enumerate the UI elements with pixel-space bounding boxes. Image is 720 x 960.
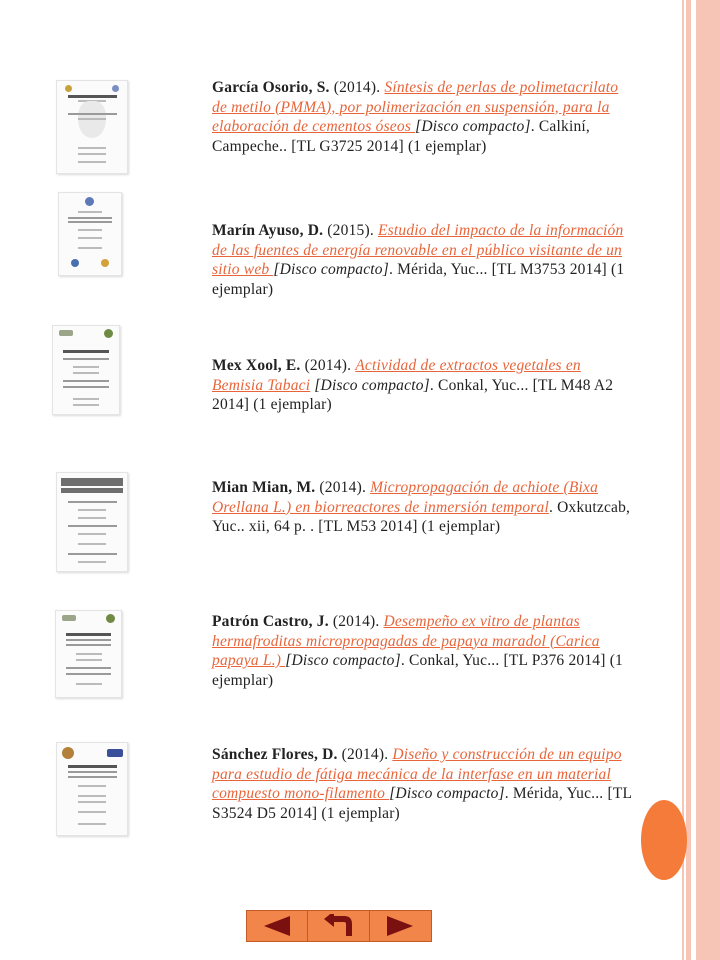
slide-navigation xyxy=(246,910,432,942)
citation-year: (2014). xyxy=(315,479,371,496)
citation-year: (2014). xyxy=(329,79,385,96)
citation-medium: [Disco compacto] xyxy=(285,652,401,669)
citation-details: . Oxkutzcab, Yuc.. xii, 64 p. . [TL M53 2014] (1 ejemplar) xyxy=(212,498,631,535)
triangle-right-icon xyxy=(383,914,417,938)
citation-details: . Calkiní, Campeche.. [TL G3725 2014] (1 ejemplar) xyxy=(212,118,590,155)
decorative-orb xyxy=(641,800,687,880)
citation-details: . Mérida, Yuc... [TL M3753 2014] (1 ejemplar) xyxy=(212,261,625,298)
citation-details: . Mérida, Yuc... [TL S3524 D5 2014] (1 ejemplar) xyxy=(212,785,632,822)
thesis-cover-thumbnail[interactable] xyxy=(58,192,122,276)
citation-text xyxy=(212,745,632,823)
citation-text xyxy=(212,356,632,415)
citation-author: Mian Mian, M. xyxy=(212,479,316,496)
citation-title-link[interactable]: Estudio del impacto de la información de las fuentes de energía renovable en el público visitante de un sitio web xyxy=(212,222,624,278)
return-icon xyxy=(322,914,356,938)
citation-text xyxy=(212,612,632,690)
citation-text xyxy=(212,478,632,537)
citation-year: (2014). xyxy=(328,613,384,630)
citation-author: Marín Ayuso, D. xyxy=(212,222,324,239)
citation-title-link[interactable]: Síntesis de perlas de polimetacrilato de metilo (PMMA), por polimerización en suspensión, para la elaboración de cementos óseos xyxy=(212,79,619,135)
thesis-cover-thumbnail[interactable] xyxy=(56,742,128,836)
citation-year: (2014). xyxy=(337,746,393,763)
previous-button[interactable] xyxy=(247,911,308,941)
citation-medium: [Disco compacto] xyxy=(389,785,505,802)
citation-details: . Conkal, Yuc... [TL P376 2014] (1 ejemplar) xyxy=(212,652,624,689)
citation-year: (2015). xyxy=(323,222,378,239)
thesis-cover-thumbnail[interactable] xyxy=(56,80,128,174)
citation-title-link[interactable]: Diseño y construcción de un equipo para estudio de fátiga mecánica de la interfase en un material compuesto mono-filamento xyxy=(212,746,622,802)
citation-text xyxy=(212,78,632,156)
citation-medium: [Disco compacto] xyxy=(415,118,531,135)
citation-author: Sánchez Flores, D. xyxy=(212,746,338,763)
next-button[interactable] xyxy=(370,911,431,941)
citation-author: Patrón Castro, J. xyxy=(212,613,329,630)
thesis-cover-thumbnail[interactable] xyxy=(56,472,128,572)
thesis-cover-thumbnail[interactable] xyxy=(55,610,122,698)
decorative-rail-gap xyxy=(691,0,696,960)
citation-author: Mex Xool, E. xyxy=(212,357,301,374)
citation-title-link[interactable]: Desempeño ex vitro de plantas hermafroditas micropropagadas de papaya maradol (Carica papaya L.) xyxy=(212,613,600,669)
citation-details: . Conkal, Yuc... [TL M48 A2 2014] (1 ejemplar) xyxy=(212,376,614,413)
citation-title-link[interactable]: Actividad de extractos vegetales en Bemisia Tabaci xyxy=(212,357,581,394)
return-button[interactable] xyxy=(308,911,369,941)
citation-title-link[interactable]: Micropropagación de achiote (Bixa Orellana L.) en biorreactores de inmersión temporal xyxy=(212,479,599,516)
citation-medium: [Disco compacto] xyxy=(273,261,389,278)
triangle-left-icon xyxy=(260,914,294,938)
citation-year: (2014). xyxy=(300,357,356,374)
citation-author: García Osorio, S. xyxy=(212,79,330,96)
thesis-cover-thumbnail[interactable] xyxy=(52,325,120,415)
citation-text xyxy=(212,221,632,299)
citation-medium: [Disco compacto] xyxy=(310,376,430,394)
